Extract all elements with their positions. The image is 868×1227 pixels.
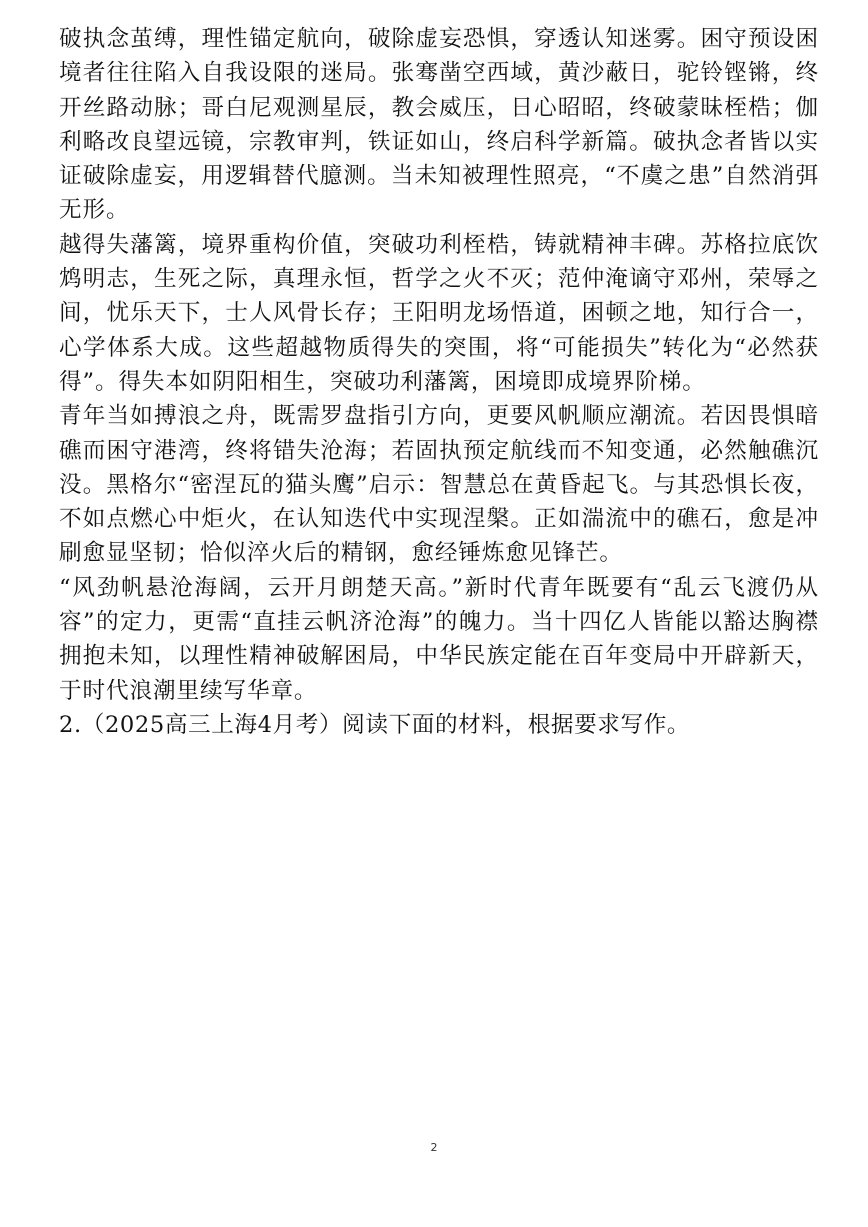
essay-paragraph-4: “风劲帆悬沧海阔，云开月朗楚天高。”新时代青年既要有“乱云飞渡仍从容”的定力，更需“直挂云帆济沧海”的魄力。当十四亿人皆能以豁达胸襟拥抱未知，以理性精神破解困局，中华民族定能在百年变局中开辟新天，于时代浪潮里续写华章。 bbox=[59, 574, 819, 704]
essay-paragraph-2: 越得失藩篱，境界重构价值，突破功利桎梏，铸就精神丰碑。苏格拉底饮鸩明志，生死之际，真理永恒，哲学之火不灭；范仲淹谪守邓州，荣辱之间，忧乐天下，士人风骨长存；王阳明龙场悟道，困顿之地，知行合一，心学体系大成。这些超越物质得失的突围，将“可能损失”转化为“必然获得”。得失本如阴阳相生，突破功利藩篱，困境即成境界阶梯。 bbox=[59, 231, 819, 395]
question-heading: 2.（2025高三上海4月考）阅读下面的材料，根据要求写作。 bbox=[59, 711, 691, 738]
essay-paragraph-1: 破执念茧缚，理性锚定航向，破除虚妄恐惧，穿透认知迷雾。困守预设困境者往往陷入自我设限的迷局。张骞凿空西域，黄沙蔽日，驼铃铿锵，终开丝路动脉；哥白尼观测星辰，教会威压，日心昭昭，终破蒙昧桎梏；伽利略改良望远镜，宗教审判，铁证如山，终启科学新篇。破执念者皆以实证破除虚妄，用逻辑替代臆测。当未知被理性照亮，“不虞之患”自然消弭无形。 bbox=[59, 26, 819, 224]
page-number: 2 bbox=[430, 1141, 438, 1154]
essay-paragraph-3: 青年当如搏浪之舟，既需罗盘指引方向，更要风帆顺应潮流。若因畏惧暗礁而困守港湾，终将错失沧海；若固执预定航线而不知变通，必然触礁沉没。黑格尔“密涅瓦的猫头鹰”启示：智慧总在黄昏起飞。与其恐惧长夜，不如点燃心中炬火，在认知迭代中实现涅槃。正如湍流中的礁石，愈是冲刷愈显坚韧；恰似淬火后的精钢，愈经锤炼愈见锋芒。 bbox=[59, 403, 819, 567]
essay-body bbox=[59, 22, 819, 742]
